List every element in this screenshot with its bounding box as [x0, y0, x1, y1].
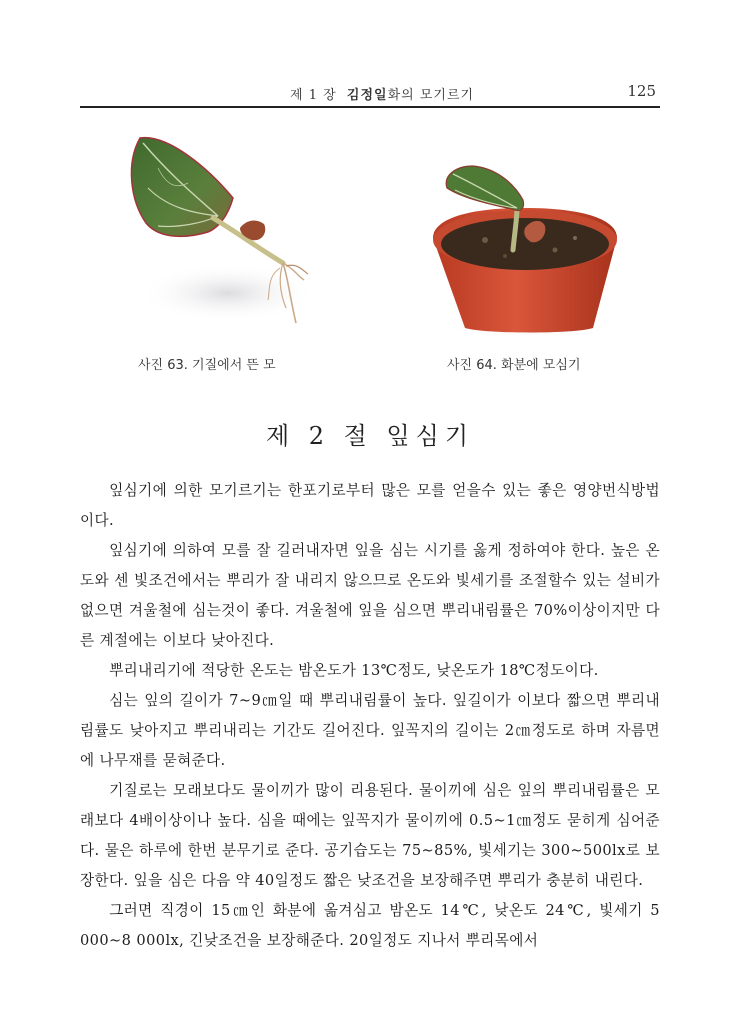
photo-potted-seedling: [425, 160, 625, 338]
chapter-name-suffix: 화의 모기르기: [387, 88, 475, 103]
page-number: 125: [627, 82, 656, 100]
chapter-name-bold: 김정일: [346, 88, 388, 103]
paragraph: 그러면 직경이 15㎝인 화분에 옮겨심고 밤온도 14℃, 낮온도 24℃, 빛세기 5 000∼8 000lx, 긴낮조건을 보장해준다. 20일정도 지나서 뿌리목에서: [80, 902, 660, 949]
chapter-number: 제 1 장: [290, 88, 337, 103]
paragraph: 심는 잎의 길이가 7∼9㎝일 때 뿌리내림률이 높다. 잎길이가 이보다 짧으면 뿌리내림률도 낮아지고 뿌리내리는 기간도 길어진다. 잎꼭지의 길이는 2㎝정도로 하며 자름면에 나무재를 묻혀준다.: [80, 692, 660, 769]
paragraph: 잎심기에 의한 모기르기는 한포기로부터 많은 모를 얻을수 있는 좋은 영양번식방법이다.: [80, 482, 660, 529]
body-text: [80, 476, 660, 956]
section-title: 제 2 절 잎심기: [265, 422, 475, 450]
paragraph: 잎심기에 의하여 모를 잘 길러내자면 잎을 심는 시기를 옳게 정하여야 한다. 높은 온도와 센 빛조건에서는 뿌리가 잘 내리지 않으므로 온도와 빛세기를 조절할수 있는 설비가 없으면 겨울철에 심는것이 좋다. 겨울철에 잎을 심으면 뿌리내림률은 70%이상이지만 다른 계절에는 이보다 낮아진다.: [80, 542, 660, 649]
running-header: [80, 84, 660, 108]
chapter-title: [290, 84, 474, 103]
figure-caption-63: 사진 63. 기질에서 뜬 모: [138, 358, 276, 373]
paragraph: 기질로는 모래보다도 물이끼가 많이 리용된다. 물이끼에 심은 잎의 뿌리내림률은 모래보다 4배이상이나 높다. 심을 때에는 잎꼭지가 물이끼에 0.5∼1㎝정도 묻히게 심어준다. 물은 하루에 한번 분무기로 준다. 공기습도는 75∼85%, 빛세기는 300∼500lx로 보장한다. 잎을 심은 다음 약 40일정도 짧은 낮조건을 보장해주면 뿌리가 충분히 내린다.: [80, 782, 660, 889]
photo-leaf-cutting: [118, 128, 318, 338]
figure-caption-64: 사진 64. 화분에 모심기: [447, 358, 581, 373]
paragraph: 뿌리내리기에 적당한 온도는 밤온도가 13℃정도, 낮온도가 18℃정도이다.: [109, 662, 599, 679]
